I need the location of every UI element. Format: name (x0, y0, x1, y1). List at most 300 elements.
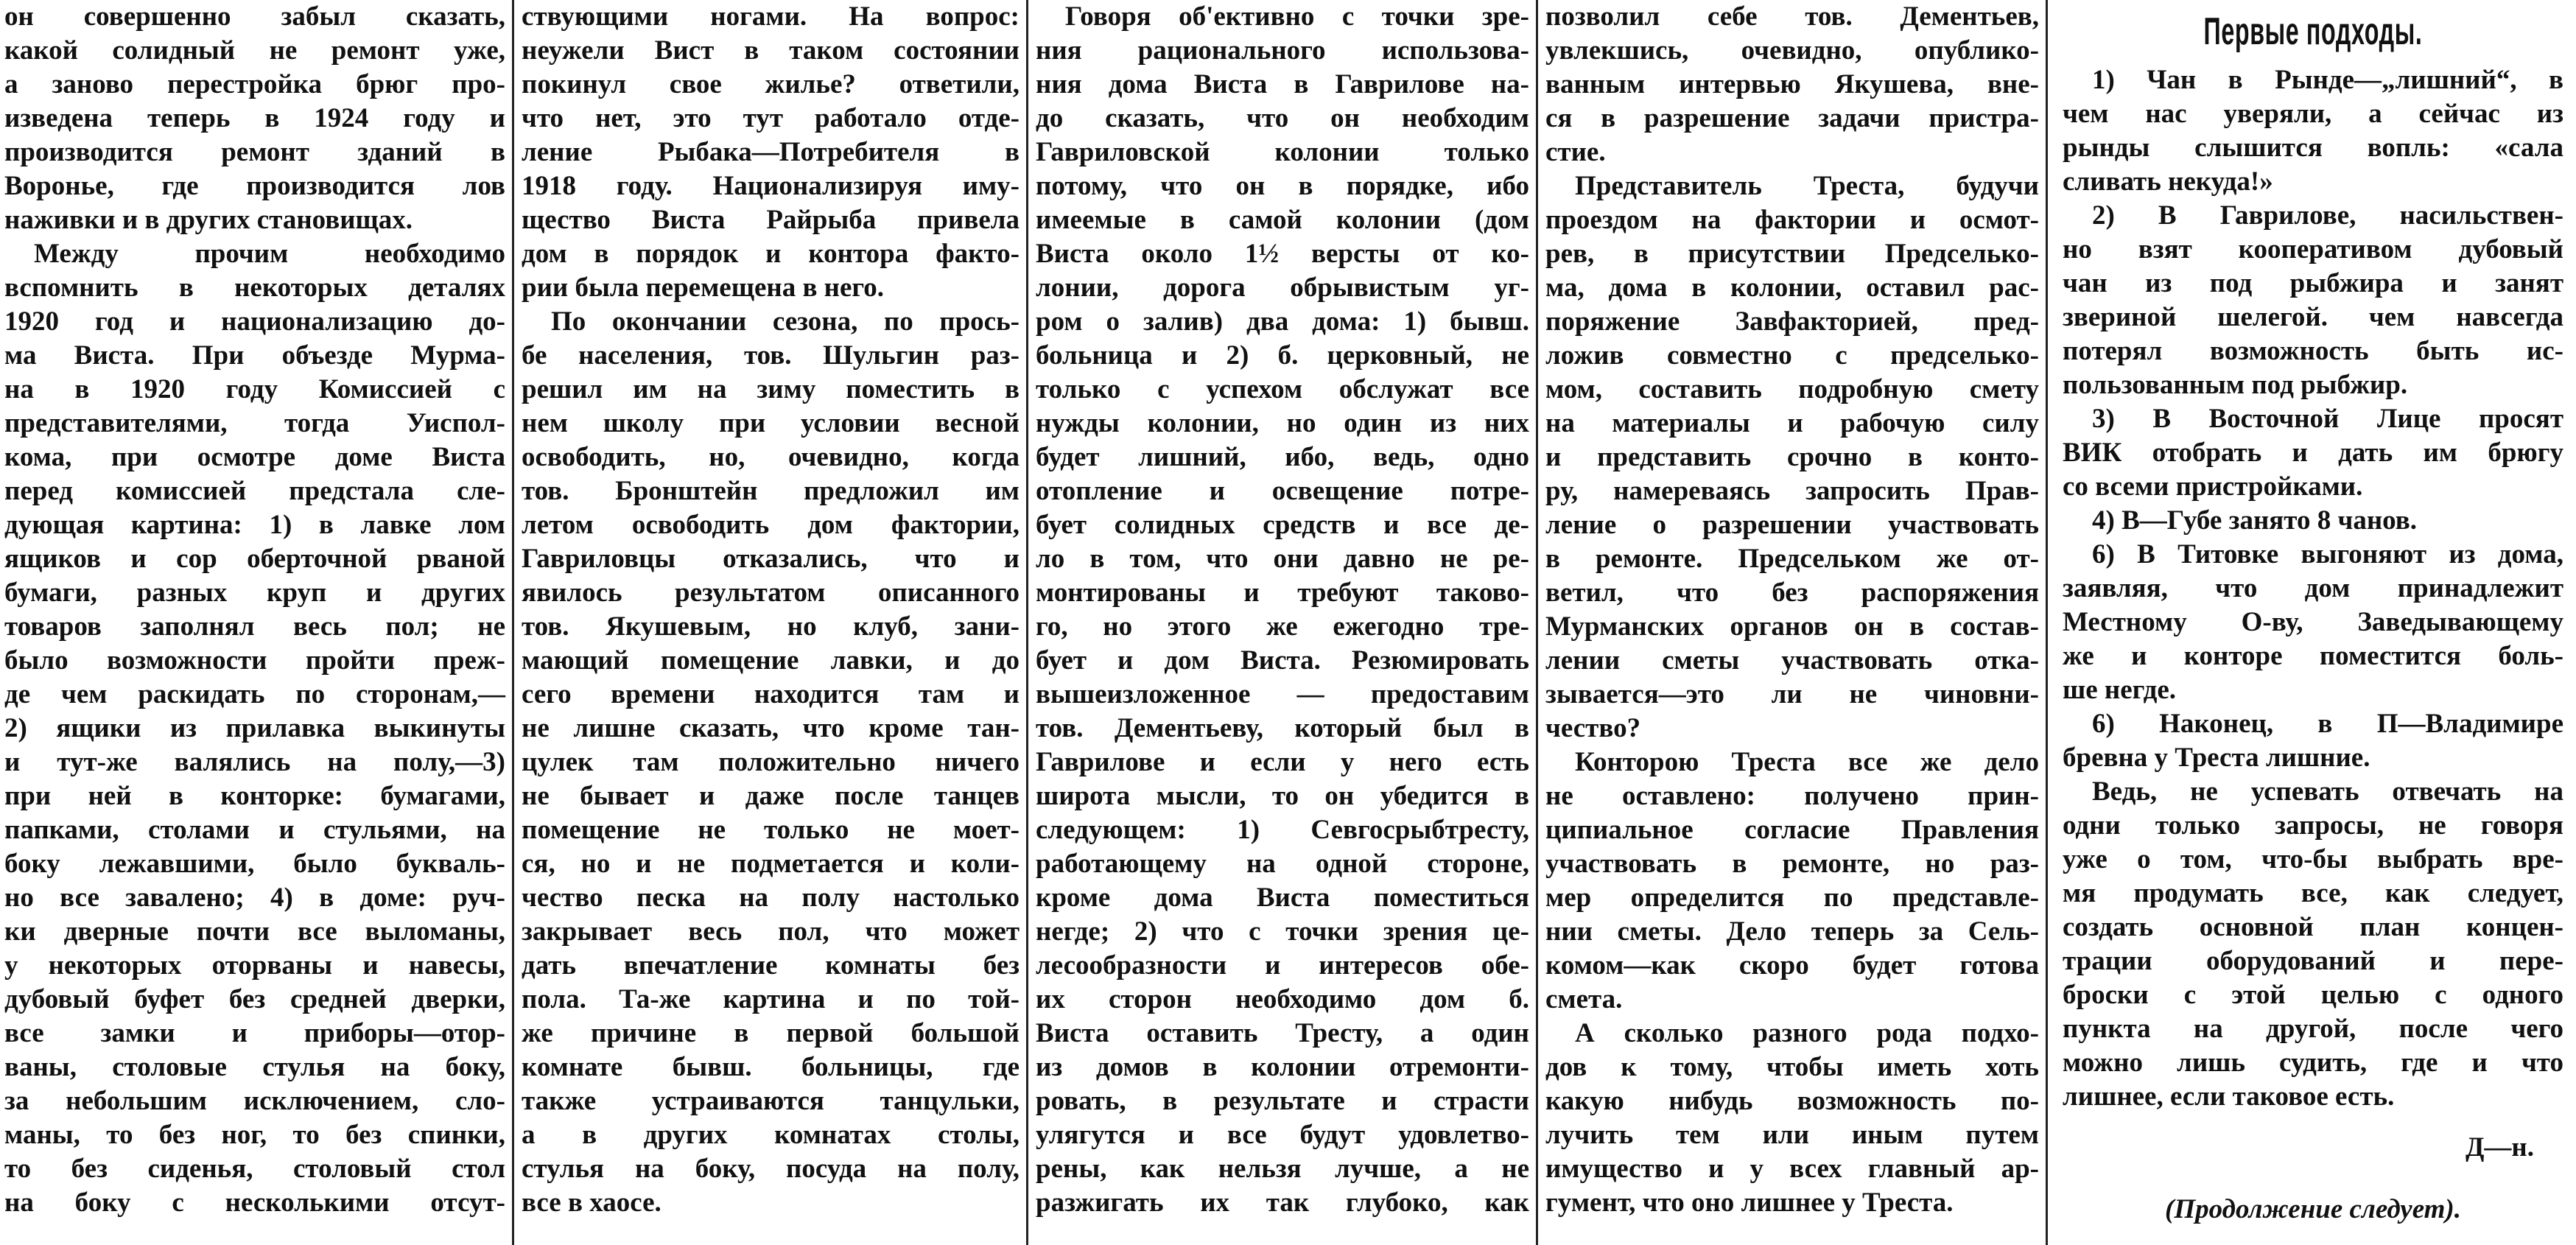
text-line (2063, 131, 2563, 165)
text-line-content: чество? (1545, 713, 1641, 743)
continuation-note: (Продолжение следует). (2165, 1194, 2461, 1224)
text-line-content: явилось результатом описанного (522, 578, 1019, 608)
text-line (1036, 712, 1529, 746)
text-line-content: разжигать их так глубоко, как (1036, 1188, 1529, 1218)
text-line (4, 34, 505, 68)
text-line (4, 68, 505, 102)
text-line (2063, 1012, 2563, 1046)
text-line-content: мом, составить подробную смету (1545, 374, 2039, 404)
text-line (522, 847, 1019, 881)
text-line (1036, 203, 1529, 237)
text-line (1036, 678, 1529, 712)
text-line (1036, 779, 1529, 813)
text-line (4, 610, 505, 644)
text-line-content: лишнее, если таковое есть. (2063, 1081, 2395, 1112)
text-line-content: трации оборудований и пере- (2063, 946, 2563, 976)
text-line-content: а заново перестройка брюг про- (4, 69, 505, 99)
text-line-content: ление о разрешении участвовать (1545, 510, 2039, 540)
text-line (4, 1017, 505, 1051)
text-line-content: но взят кооперативом дубовый (2063, 234, 2563, 264)
text-line-content: ложив совместно с предселько- (1545, 340, 2039, 371)
text-line (4, 0, 505, 34)
text-line (522, 237, 1019, 271)
text-line-content: потерял возможность быть ис- (2063, 336, 2563, 366)
text-line (1545, 983, 2039, 1017)
text-line (522, 949, 1019, 983)
column-4 (1545, 0, 2039, 1220)
text-line (2063, 639, 2563, 673)
text-line-content: мающий помещение лавки, и до (522, 645, 1019, 676)
text-line (522, 34, 1019, 68)
text-line (522, 644, 1019, 678)
text-line (1036, 576, 1529, 610)
text-line-content: бревна у Треста лишние. (2063, 743, 2370, 773)
text-line (4, 441, 505, 474)
text-line-content: 6) Наконец, в П—Владимире (2092, 709, 2563, 739)
text-line-content: и представить срочно в конто- (1545, 442, 2039, 472)
text-line-content: на в 1920 году Комиссией с (4, 374, 505, 404)
text-line (1545, 779, 2039, 813)
text-line-content: за небольшим исключением, сло- (4, 1086, 505, 1116)
text-line-content: нем школу при условии весной (522, 408, 1019, 438)
text-line (4, 1118, 505, 1152)
text-line (1036, 1186, 1529, 1220)
text-line (1545, 102, 2039, 136)
text-line (1036, 983, 1529, 1017)
text-line-content: наживки и в других становищах. (4, 205, 413, 235)
text-line-content: негде; 2) что с точки зрения це- (1036, 916, 1529, 947)
text-line-content: мя продумать все, как следует, (2063, 878, 2563, 908)
text-line-content: ма Виста. При объезде Мурма- (4, 340, 505, 371)
text-line (4, 576, 505, 610)
text-line (1545, 441, 2039, 474)
text-line-content: представителями, тогда Уиспол- (4, 408, 505, 438)
text-line (2063, 877, 2563, 911)
text-line (2063, 199, 2563, 233)
text-line-content: зывается—это ли не чиновни- (1545, 679, 2039, 709)
text-line-content: ление Рыбака—Потребителя в (522, 137, 1019, 167)
text-line-content: дать впечатление комнаты без (522, 950, 1019, 981)
text-line-content: бует и дом Виста. Резюмировать (1036, 645, 1529, 676)
text-line (4, 779, 505, 813)
text-line (4, 915, 505, 949)
text-line (522, 373, 1019, 407)
text-line-content: рынды слышится вопль: «сала (2063, 133, 2563, 163)
text-line-content: 4) В—Губе занято 8 чанов. (2092, 505, 2417, 536)
text-line-content: пункта на другой, после чего (2063, 1014, 2563, 1044)
text-line (522, 1118, 1019, 1152)
text-line (1545, 474, 2039, 508)
text-line-content: со всеми пристройками. (2063, 471, 2363, 502)
text-line-content: монтированы и требуют таково- (1036, 578, 1529, 608)
text-line (522, 474, 1019, 508)
text-line-content: также устраиваются танцульки, (522, 1086, 1019, 1116)
text-line (522, 136, 1019, 169)
text-line-content: поряжение Завфакторией, пред- (1545, 306, 2039, 337)
text-line (1036, 1118, 1529, 1152)
article-title: Первые подходы. (2203, 10, 2423, 53)
text-line (522, 779, 1019, 813)
column-divider (2046, 0, 2048, 1245)
text-line-content: цулек там положительно ничего (522, 747, 1019, 777)
text-line-content: же причине в первой большой (522, 1018, 1019, 1048)
text-line (2063, 843, 2563, 877)
text-line-content: и тут-же валялись на полу,—3) (4, 747, 505, 777)
text-line (4, 373, 505, 407)
text-line-content: больница и 2) б. церковный, не (1036, 340, 1529, 371)
text-line (1545, 0, 2039, 34)
text-line-content: чан из под рыбжира и занят (2063, 268, 2563, 298)
text-line (2063, 606, 2563, 639)
text-line-content: комом—как скоро будет готова (1545, 950, 2039, 981)
text-line-content: заявляя, что дом принадлежит (2063, 573, 2563, 603)
text-line-content: потому, что он в порядке, ибо (1036, 171, 1529, 201)
text-line (4, 1186, 505, 1220)
text-line (2063, 673, 2563, 707)
text-line (1036, 610, 1529, 644)
text-line (4, 1152, 505, 1186)
text-line (522, 542, 1019, 576)
text-line (1545, 678, 2039, 712)
text-line-content: пола. Та-же картина и по той- (522, 984, 1019, 1014)
text-line-content: стие. (1545, 137, 1606, 167)
text-line (522, 881, 1019, 915)
text-line (2063, 572, 2563, 606)
text-line (2063, 97, 2563, 131)
text-line-content: же и конторе поместится боль- (2063, 641, 2563, 671)
text-line-content: можно лишь судить, где и что (2063, 1048, 2563, 1078)
text-line-content: одни только запросы, не говоря (2063, 810, 2563, 841)
text-line (1036, 949, 1529, 983)
text-line (1545, 915, 2039, 949)
text-line (1545, 1084, 2039, 1118)
text-line-content: Конторою Треста все же дело (1575, 747, 2039, 777)
text-line-content: дубовый буфет без средней дверки, (4, 984, 505, 1014)
text-line-content: 1920 год и национализацию до- (4, 306, 505, 337)
text-line-content: будет лишний, ибо, ведь, одно (1036, 442, 1529, 472)
text-line-content: было возможности пройти преж- (4, 645, 505, 676)
text-line-content: кома, при осмотре доме Виста (4, 442, 505, 472)
text-line-content: лесообразности и интересов обе- (1036, 950, 1529, 981)
text-line-content: де чем раскидать по сторонам,— (4, 679, 505, 709)
text-line (2063, 301, 2563, 334)
text-line-content: изведена теперь в 1924 году и (4, 103, 505, 133)
text-line (1036, 339, 1529, 373)
text-line-content: 3) В Восточной Лице просят (2092, 404, 2563, 434)
text-line-content: Представитель Треста, будучи (1575, 171, 2039, 201)
text-line-content: участвовать в ремонте, но раз- (1545, 849, 2039, 879)
text-line (1545, 1152, 2039, 1186)
text-line-content: увлекшись, очевидно, опублико- (1545, 35, 2039, 66)
text-line (1545, 949, 2039, 983)
text-line-content: ся в разрешение задачи пристра- (1545, 103, 2039, 133)
text-line-content: что нет, это тут работало отде- (522, 103, 1019, 133)
text-line-content: ящиков и сор оберточной рваной (4, 544, 505, 574)
text-line (1545, 271, 2039, 305)
text-line (1545, 373, 2039, 407)
text-line-content: бе населения, тов. Шульгин раз- (522, 340, 1019, 371)
text-line-content: закрывает весь пол, что может (522, 916, 1019, 947)
text-line-content: ма, дома в колонии, оставил рас- (1545, 273, 2039, 303)
text-line-content: бует солидных средств и все де- (1036, 510, 1529, 540)
text-line-content: имеемые в самой колонии (дом (1036, 205, 1529, 235)
text-line-content: но все завалено; 4) в доме: руч- (4, 883, 505, 913)
text-line-content: а в других комнатах столы, (522, 1120, 1019, 1150)
text-line (522, 678, 1019, 712)
column-divider (1026, 0, 1028, 1245)
text-line-content: вспомнить в некоторых деталях (4, 273, 505, 303)
text-line (1545, 508, 2039, 542)
text-line-content: броски с этой целью с одного (2063, 980, 2563, 1010)
text-line (1545, 813, 2039, 847)
text-line-content: уже о том, что-бы выбрать вре- (2063, 844, 2563, 874)
text-line (2063, 63, 2563, 97)
text-line (1545, 169, 2039, 203)
text-line-content: не лишне сказать, что кроме тан- (522, 713, 1019, 743)
text-line (4, 542, 505, 576)
text-line (4, 644, 505, 678)
text-line (1545, 1017, 2039, 1051)
text-line-content: маны, то без ног, то без спинки, (4, 1120, 505, 1150)
text-line (4, 169, 505, 203)
text-line-content: 2) В Гаврилове, насильствен- (2092, 200, 2563, 231)
text-line-content: стулья на боку, посуда на полу, (522, 1154, 1019, 1184)
text-line (2063, 1046, 2563, 1080)
text-line (522, 271, 1019, 305)
text-line (522, 1186, 1019, 1220)
text-line-content: Виста около 1½ версты от ко- (1036, 239, 1529, 269)
text-line (1036, 305, 1529, 339)
text-line-content: Воронье, где производится лов (4, 171, 505, 201)
text-line-content: Местному О-ву, Заведывающему (2063, 607, 2563, 637)
text-line-content: ветил, что без распоряжения (1545, 578, 2039, 608)
text-line-content: ния дома Виста в Гаврилове на- (1036, 69, 1529, 99)
text-line-content: тов. Бронштейн предложил им (522, 476, 1019, 506)
text-line-content: 1918 году. Национализируя иму- (522, 171, 1019, 201)
text-line-content: отопление и освещение потре- (1036, 476, 1529, 506)
text-line (522, 508, 1019, 542)
text-line (522, 169, 1019, 203)
text-line-content: Гаврилове и если у него есть (1036, 747, 1529, 777)
text-line (2063, 436, 2563, 470)
text-line-content: вышеизложенное — предоставим (1036, 679, 1529, 709)
text-line (1036, 1152, 1529, 1186)
text-line (1545, 339, 2039, 373)
text-line (522, 915, 1019, 949)
text-line-content: то без сиденья, столовый стол (4, 1154, 505, 1184)
text-line-content: лении сметы участвовать отка- (1545, 645, 2039, 676)
text-line (1545, 576, 2039, 610)
text-line (2063, 707, 2563, 741)
text-line (522, 1152, 1019, 1186)
text-line (1036, 746, 1529, 779)
text-line (4, 136, 505, 169)
text-line-content: в ремонте. Предсельком же от- (1545, 544, 2039, 574)
text-line-content: на материалы и рабочую силу (1545, 408, 2039, 438)
text-line-content: какую нибудь возможность по- (1545, 1086, 2039, 1116)
text-line-content: имущество и у всех главный ар- (1545, 1154, 2039, 1184)
text-line (2063, 911, 2563, 944)
text-line (1545, 542, 2039, 576)
text-line (1036, 1084, 1529, 1118)
text-line (1545, 407, 2039, 441)
text-line-content: все в хаосе. (522, 1188, 661, 1218)
text-line (2063, 504, 2563, 538)
text-line-content: 2) ящики из прилавка выкинуты (4, 713, 505, 743)
text-line (2063, 1080, 2563, 1114)
text-line-content: смета. (1545, 984, 1623, 1014)
text-line-content: Мурманских органов он в состав- (1545, 611, 2039, 642)
text-line-content: щество Виста Райрыба привела (522, 205, 1019, 235)
text-line (522, 1051, 1019, 1084)
text-line (1545, 610, 2039, 644)
column-divider (512, 0, 514, 1245)
text-line (522, 813, 1019, 847)
text-line-content: какой солидный не ремонт уже, (4, 35, 505, 66)
text-line-content: нужды колонии, но один из них (1036, 408, 1529, 438)
text-line (2063, 165, 2563, 199)
text-line (2063, 470, 2563, 504)
text-line (4, 407, 505, 441)
text-line (2063, 402, 2563, 436)
text-line-content: комнате бывш. больницы, где (522, 1052, 1019, 1082)
text-line-content: Между прочим необходимо (34, 239, 505, 269)
text-line-content: при ней в конторке: бумагами, (4, 781, 505, 811)
text-line (4, 949, 505, 983)
text-line (4, 881, 505, 915)
text-line (1545, 881, 2039, 915)
text-line-content: ру, намереваясь запросить Прав- (1545, 476, 2039, 506)
text-line (2063, 334, 2563, 368)
text-line-content: дующая картина: 1) в лавке лом (4, 510, 505, 540)
text-line (1545, 203, 2039, 237)
text-line-content: позволил себе тов. Дементьев, (1545, 1, 2039, 32)
text-line (522, 68, 1019, 102)
text-line-content: Виста оставить Тресту, а один (1036, 1018, 1529, 1048)
text-line (1036, 474, 1529, 508)
text-line (1036, 0, 1529, 34)
text-line (1036, 136, 1529, 169)
text-line-content: Гавриловцы отказались, что и (522, 544, 1019, 574)
text-line (1036, 68, 1529, 102)
text-line-content: лонии, дорога обрывистым уг- (1036, 273, 1529, 303)
text-line-content: рии была перемещена в него. (522, 273, 885, 303)
text-line (1545, 644, 2039, 678)
text-line (2063, 741, 2563, 775)
text-line-content: рены, как нельзя лучше, а не (1036, 1154, 1529, 1184)
text-line (1036, 847, 1529, 881)
text-line (522, 1084, 1019, 1118)
text-line (1545, 1051, 2039, 1084)
text-line-content: он совершенно забыл сказать, (4, 1, 505, 32)
text-line (1545, 1118, 2039, 1152)
text-line (1036, 237, 1529, 271)
text-line (1545, 237, 2039, 271)
text-line-content: лучить тем или иным путем (1545, 1120, 2039, 1150)
text-line (4, 712, 505, 746)
text-line (1036, 542, 1529, 576)
text-line-content: рев, в присутствии Предселько- (1545, 239, 2039, 269)
text-line-content: чем нас уверяли, а сейчас из (2063, 99, 2563, 129)
text-line (2063, 368, 2563, 402)
text-line (1036, 271, 1529, 305)
text-line (522, 712, 1019, 746)
text-line-content: дом в порядок и контора факто- (522, 239, 1019, 269)
text-line (522, 102, 1019, 136)
text-line-content: ром о залив) два дома: 1) бывш. (1036, 306, 1529, 337)
text-line (522, 339, 1019, 373)
text-line-content: освободить, но, очевидно, когда (522, 442, 1019, 472)
text-line (1036, 169, 1529, 203)
text-line-content: их сторон необходимо дом б. (1036, 984, 1529, 1014)
text-line-content: помещение не только не моет- (522, 815, 1019, 845)
text-line (522, 203, 1019, 237)
text-line (522, 1017, 1019, 1051)
text-line (1036, 34, 1529, 68)
column-3 (1036, 0, 1529, 1220)
author-signature: Д—н. (2465, 1132, 2534, 1162)
text-line-content: Ведь, не успевать отвечать на (2092, 776, 2563, 807)
text-line (1545, 136, 2039, 169)
text-line (1545, 34, 2039, 68)
text-line-content: следующем: 1) Севгосрыбтресту, (1036, 815, 1529, 845)
text-line (1545, 1186, 2039, 1220)
text-line (1036, 813, 1529, 847)
text-line-content: только с успехом обслужат все (1036, 374, 1529, 404)
text-line-content: широта мысли, то он убедится в (1036, 781, 1529, 811)
text-line (4, 508, 505, 542)
text-line-content: ки дверные почти все выломаны, (4, 916, 505, 947)
text-line-content: чество песка на полу настолько (522, 883, 1019, 913)
text-line-content: товаров заполнял весь пол; не (4, 611, 505, 642)
text-line-content: ровать, в результате и страсти (1036, 1086, 1529, 1116)
text-line-content: ло в том, что они давно не ре- (1036, 544, 1529, 574)
text-line-content: гумент, что оно лишнее у Треста. (1545, 1188, 1954, 1218)
text-line (522, 746, 1019, 779)
text-line-content: 6) В Титовке выгоняют из дома, (2092, 539, 2563, 569)
text-line (4, 678, 505, 712)
text-line-content: Гавриловской колонии только (1036, 137, 1529, 167)
text-line-content: А сколько разного рода подхо- (1575, 1018, 2039, 1048)
text-line-content: ствующими ногами. На вопрос: (522, 1, 1019, 32)
text-line (522, 305, 1019, 339)
text-line-content: пользованным под рыбжир. (2063, 370, 2408, 400)
text-line-content: тов. Дементьеву, который был в (1036, 713, 1529, 743)
text-line (1545, 746, 2039, 779)
text-line (522, 576, 1019, 610)
text-line-content: производится ремонт зданий в (4, 137, 505, 167)
text-line (1036, 644, 1529, 678)
text-line (522, 610, 1019, 644)
text-line-content: ваны, столовые стулья на боку, (4, 1052, 505, 1082)
text-line (4, 1051, 505, 1084)
text-line (2063, 267, 2563, 301)
text-line-content: мер определится по представле- (1545, 883, 2039, 913)
text-line-content: покинул свое жилье? ответили, (522, 69, 1019, 99)
text-line (2063, 538, 2563, 572)
text-line-content: не оставлено: получено прин- (1545, 781, 2039, 811)
column-2 (522, 0, 1019, 1220)
text-line-content: боку лежавшими, было букваль- (4, 849, 505, 879)
text-line (2063, 978, 2563, 1012)
text-line-content: работающему на одной стороне, (1036, 849, 1529, 879)
text-line-content: ВИК отобрать и дать им брюгу (2063, 438, 2563, 468)
text-line (4, 305, 505, 339)
text-line-content: улягутся и все будут удовлетво- (1036, 1120, 1529, 1150)
text-line (4, 271, 505, 305)
text-line (4, 813, 505, 847)
text-line-content: неужели Вист в таком состоянии (522, 35, 1019, 66)
